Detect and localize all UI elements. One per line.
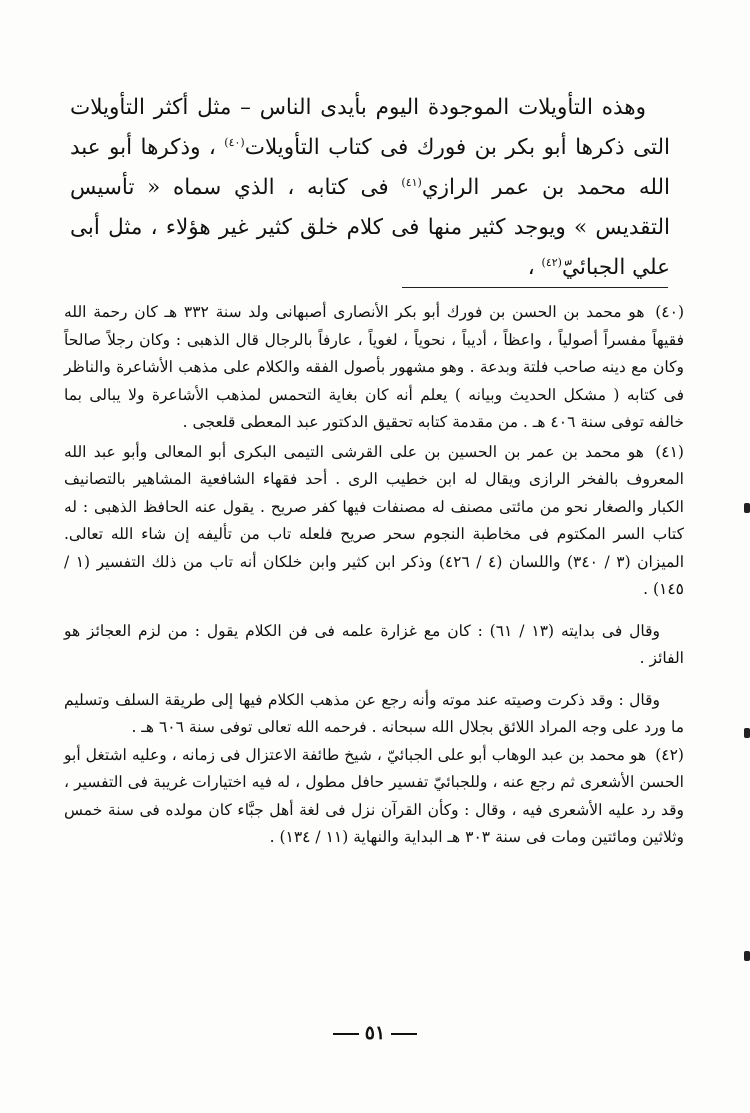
footnote-number: (٤٢)	[655, 745, 684, 764]
footnote-separator-rule	[402, 287, 668, 288]
footnote-42	[64, 742, 684, 852]
footnote-number: (٤١)	[655, 442, 684, 461]
margin-mark	[744, 951, 750, 961]
footnote-reference-41[interactable]: (٤١)	[401, 175, 422, 189]
main-text-segment-3: فى كتابه ، الذي سماه « تأسيس التقديس » ويوجد كثير منها فى كلام خلق كثير غير هؤلاء ، مثل أبى علي الجبائيّ	[70, 175, 670, 280]
footnote-text: هو محمد بن الحسن بن فورك أبو بكر الأنصارى أصبهانى ولد سنة ٣٣٢ هـ كان رحمة الله فقيهاً مفسراً أصولياً ، واعظاً ، أديباً ، نحوياً ، لغوياً ، عارفاً بالرجال قال الذهبى : وكان رجلاً صالحاً وكان مع دينه صاحب فلتة وبدعة . وهو مشهور بأصول الفقه والكلام على مذهب الأشاعرة والناظر فى كتابه ( مشكل الحديث وبيانه ) يعلم أنه كان بغاية التحمس لمذهب الأشاعرة ولا يبالى بما خالفه توفى سنة ٤٠٦ هـ . من مقدمة كتابه تحقيق الدكتور عبد المعطى قلعجى .	[64, 303, 684, 431]
footnote-41-paragraph-3: وقال : وقد ذكرت وصيته عند موته وأنه رجع عن مذهب الكلام فيها إلى طريقة السلف وتسليم ما ورد على وجه المراد اللائق بجلال الله سبحانه . فرحمه الله تعالى توفى سنة ٦٠٦ هـ .	[64, 690, 684, 736]
margin-mark	[744, 728, 750, 738]
footnote-reference-40[interactable]: (٤٠)	[224, 135, 245, 149]
page-number-value: ٥١	[364, 1022, 386, 1044]
main-text-segment-2: ، وذكرها أبو عبد الله محمد بن عمر الرازي	[70, 135, 670, 200]
main-body-text	[70, 88, 670, 288]
footnote-40	[64, 299, 684, 437]
main-text-segment-4: ،	[527, 255, 535, 280]
page-number	[0, 1022, 750, 1044]
main-text-segment-1: وهذه التأويلات الموجودة اليوم بأيدى الناس – مثل أكثر التأويلات التى ذكرها أبو بكر بن فورك فى كتاب التأويلات	[70, 95, 670, 160]
footnote-text: هو محمد بن عمر بن الحسين بن على القرشى التيمى البكرى أبو المعالى وأبو عبد الله المعروف بالفخر الرازى ويقال له ابن خطيب الرى . أحد فقهاء الشافعية المشاهير بالتصانيف الكبار والصغار نحو من مائتى مصنف له مصنفات فيها كفر صريح . يقول عنه الحافظ الذهبى : له كتاب السر المكتوم فى مخاطبة النجوم سحر صريح فلعله تاب من تأليفه إن شاء الله تعالى. الميزان (٣ / ٣٤٠) واللسان (٤ / ٤٢٦) وذكر ابن كثير وابن خلكان أنه تاب من ذلك التفسير (١ / ١٤٥) .	[64, 442, 685, 598]
page-number-dash-right	[391, 1033, 417, 1035]
page-number-dash-left	[333, 1033, 359, 1035]
footnote-text: هو محمد بن عبد الوهاب أبو على الجبائيّ ، شيخ طائفة الاعتزال فى زمانه ، وعليه اشتغل أبو الحسن الأشعرى ثم رجع عنه ، وللجبائيّ تفسير حافل مطول ، له فيه اختيارات غريبة فى التفسير ، وقد رد عليه الأشعرى فيه ، وقال : وكأن القرآن نزل فى لغة أهل جبَّاء كان مولده فى سنة خمس وثلاثين ومائتين ومات فى سنة ٣٠٣ هـ البداية والنهاية (١١ / ١٣٤) .	[64, 745, 684, 846]
margin-mark	[744, 503, 750, 513]
footnote-reference-42[interactable]: (٤٢)	[541, 255, 562, 269]
footnote-number: (٤٠)	[655, 303, 684, 321]
footnote-41-paragraph-2: وقال فى بدايته (١٣ / ٦١) : كان مع غزارة علمه فى فن الكلام يقول : من لزم العجائز هو الفائز .	[64, 621, 684, 667]
main-paragraph	[70, 88, 670, 288]
footnotes-section	[64, 299, 684, 852]
footnote-41	[64, 439, 684, 604]
